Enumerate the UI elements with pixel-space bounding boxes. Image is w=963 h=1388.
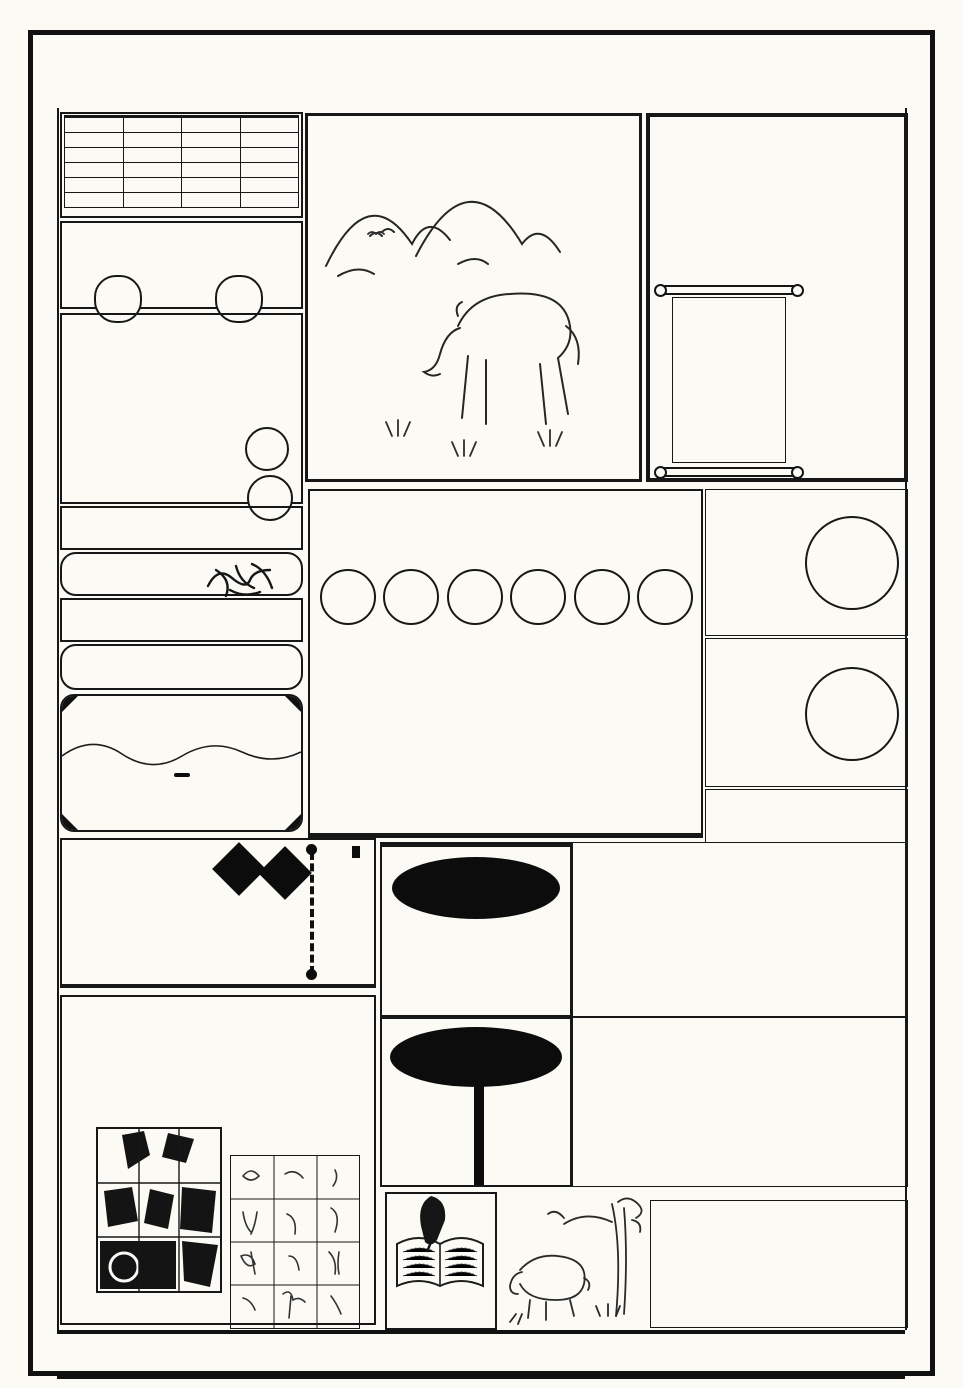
corner-deco [62,814,78,830]
hot-weak-table [64,117,299,208]
corner-deco [62,696,78,712]
hot-cell [123,163,182,178]
table-row [65,133,299,148]
brand-strip-right [908,112,933,1327]
table-row [65,193,299,208]
divider-dot [306,969,317,980]
mystery-panel [60,838,376,988]
zodiac-scribble [200,556,286,602]
book-hand-icon [387,1194,493,1296]
badge-wrap [62,762,301,781]
handwritten-notes [68,367,95,493]
weak-cell [182,133,241,148]
roller-knob [791,284,804,297]
scroll-roller-bottom [660,467,798,477]
special-open-panel [380,1017,572,1187]
zodiac-puzzle-panel [60,995,376,1325]
weak-cell [182,163,241,178]
lucky-zodiac-row [60,552,303,596]
brand-strip-left [31,112,56,1327]
corner-deco [285,814,301,830]
weak-cell [182,178,241,193]
appearance-ball [805,516,899,610]
offer-cell [240,163,299,178]
special-code-panel [60,313,303,504]
roller-knob [654,466,667,479]
col-header [123,118,182,133]
buy-small-panel [572,842,908,1017]
table-row [65,148,299,163]
analysis-ball [383,569,439,625]
analysis-ball [320,569,376,625]
appearance-panel-2 [705,638,908,787]
horse-sketch-panel [305,113,642,482]
gate-cell [65,178,124,193]
divider-dot [306,844,317,855]
lucky-color-row [60,598,303,642]
appearance-panel-1 [705,489,908,636]
appearance-ball [805,667,899,761]
cold-hot-panel [60,221,303,309]
gate-cell [65,133,124,148]
gate-cell [65,148,124,163]
analysis-balls-row [320,569,693,625]
col-header [65,118,124,133]
hexagram-panel [646,113,908,482]
gate-cell [65,193,124,208]
buy-small-top-box [705,789,908,842]
lucky-band-row [60,644,303,690]
total-open-panel [380,842,572,1017]
scroll-sheet [672,297,786,463]
puzzle-sketch-grid [230,1155,360,1329]
brand-strip-top [60,84,904,108]
analysis-ball [510,569,566,625]
hot-cell [123,133,182,148]
horse-mountain-sketch [308,116,638,478]
analysis-ball [447,569,503,625]
tip-label [352,846,360,858]
computer-analysis-panel [308,489,703,838]
table-row [65,163,299,178]
attention-badge [174,773,190,777]
diamond-deco [258,846,312,900]
col-header [240,118,299,133]
analysis-ball [574,569,630,625]
table-header-row [65,118,299,133]
roller-knob [654,284,667,297]
treasure-text-panel [650,1200,908,1328]
analysis-ball [637,569,693,625]
diamond-deco [212,842,266,896]
offer-cell [240,193,299,208]
total-open-title [392,857,560,919]
puzzle-collage-image [96,1127,222,1293]
col-header [182,118,241,133]
hot-cell [123,148,182,163]
special-code-ball [245,427,289,471]
hot-cell [123,178,182,193]
roller-knob [791,466,804,479]
interpreter-panel [385,1192,497,1332]
offer-cell [240,178,299,193]
scroll-roller-top [660,285,798,295]
lucky-special-row [60,506,303,550]
weak-cell [182,193,241,208]
hot-weak-table-panel [60,112,303,218]
offer-cell [240,148,299,163]
scroll-graphic [656,285,802,477]
footer-bar [57,1330,905,1379]
special-open-text-panel [572,1017,908,1187]
tip-divider [310,852,314,974]
hot-cell [123,193,182,208]
weak-cell [182,148,241,163]
corner-deco [285,696,301,712]
special-open-title [390,1027,562,1087]
gate-cell [65,163,124,178]
table-row [65,178,299,193]
pig-tree-sketch [500,1192,650,1330]
offer-cell [240,133,299,148]
ellipse-stem [474,1085,484,1185]
left-strip-divider [57,108,59,1330]
contribution-panel [60,694,303,832]
